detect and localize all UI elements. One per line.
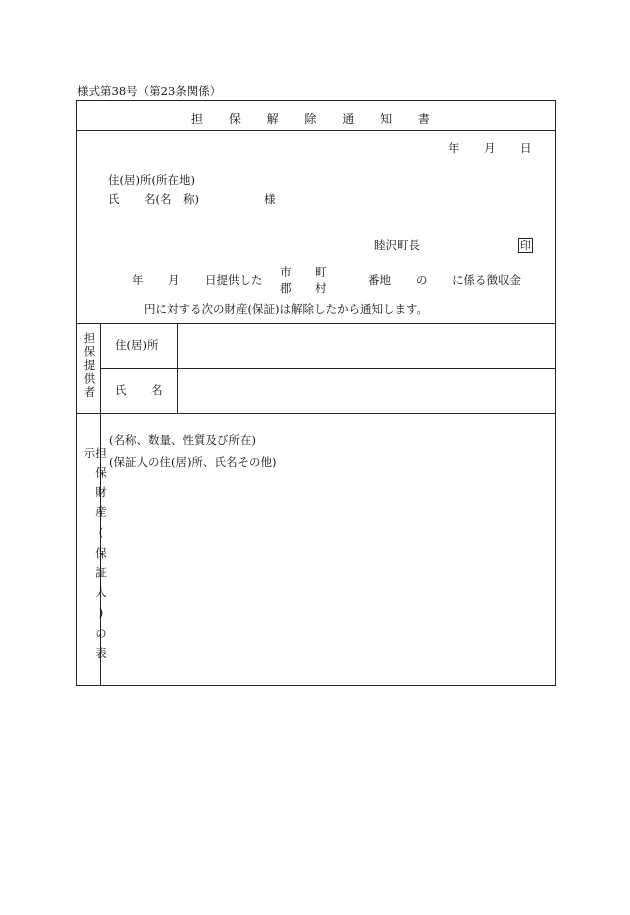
addressee-address-label: 住(居)所(所在地): [108, 173, 195, 187]
body-city: 市: [280, 265, 292, 279]
mayor-title: 睦沢町長: [374, 238, 420, 252]
property-section-label: 担保財産(保証人)の表示: [82, 447, 108, 667]
provider-address-label: 住(居)所: [115, 338, 159, 352]
body-town: 町: [315, 265, 327, 279]
seal-box: 印: [520, 239, 531, 252]
provider-top-divider: [77, 323, 555, 324]
body-line-2: 円に対する次の財産(保証)は解除したから通知します。: [144, 302, 429, 316]
honorific: 様: [264, 192, 276, 206]
body-month: 月: [168, 273, 180, 287]
form-number: 様式第38号（第23条関係）: [77, 84, 222, 98]
property-note-1: (名称、数量、性質及び所在): [109, 433, 256, 447]
date-year-label: 年: [448, 141, 460, 155]
date-day-label: 日: [520, 141, 532, 155]
body-year: 年: [132, 273, 144, 287]
title-divider: [77, 130, 555, 131]
seal-mark: [518, 238, 533, 253]
provider-name-label-2: 名: [151, 383, 163, 397]
body-village: 村: [315, 281, 327, 295]
body-provided: 日提供した: [205, 273, 263, 287]
provider-row-divider: [100, 368, 555, 369]
addressee-name-label-1: 氏: [108, 192, 120, 206]
body-of: の: [416, 273, 428, 287]
body-related: に係る徴収金: [452, 273, 521, 287]
property-note-2: (保証人の住(居)所、氏名その他): [109, 455, 277, 469]
provider-name-label-1: 氏: [115, 383, 127, 397]
addressee-name-label-2: 名(名 称): [144, 192, 199, 206]
property-top-divider: [77, 413, 555, 414]
notice-form: [76, 100, 556, 686]
provider-section-label: 担保提供者: [82, 332, 97, 400]
body-lot: 番地: [368, 273, 391, 287]
body-county: 郡: [280, 281, 292, 295]
form-title: 担 保 解 除 通 知 書: [191, 112, 441, 126]
date-month-label: 月: [484, 141, 496, 155]
